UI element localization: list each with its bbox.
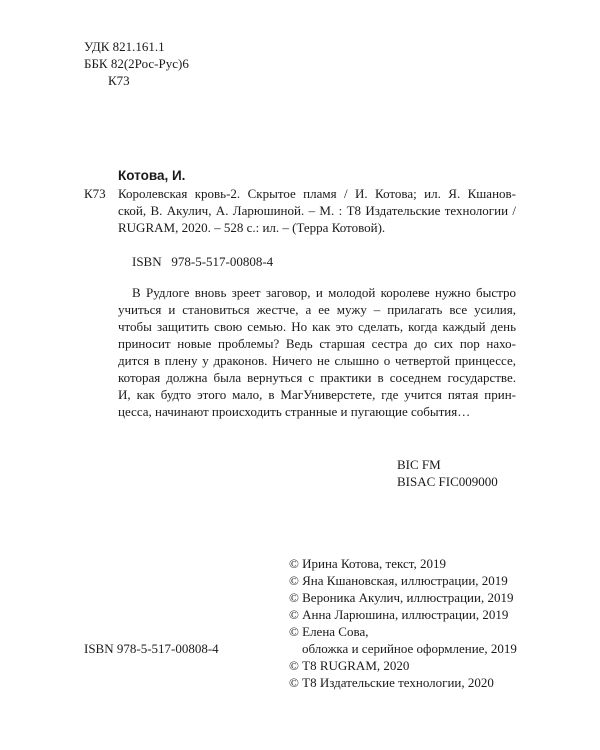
copyright-line: обложка и серийное оформление, 2019	[302, 641, 517, 656]
bic-code: BIC FM	[397, 457, 441, 472]
copyright-line: © Т8 RUGRAM, 2020	[289, 658, 410, 673]
copyright-line: © Анна Ларюшина, иллюстрации, 2019	[289, 607, 509, 622]
annotation-line: И, как будто этого мало, в МагУниверстете, где учится пятая прин-	[118, 387, 516, 402]
annotation-line: цесса, начинают происходить странные и пугающие события…	[118, 404, 471, 419]
bbk-code: ББК 82(2Рос-Рус)6	[84, 56, 189, 71]
copyright-line: © Яна Кшановская, иллюстрации, 2019	[289, 573, 508, 588]
annotation-line: приносит новые проблемы? Ведь старшая сестра до сих пор нахо-	[118, 336, 516, 351]
annotation-line: чтобы защитить свою семью. Но как это сделать, когда каждый день	[118, 319, 516, 334]
bibliographic-line: ской, В. Акулич, А. Ларюшиной. – М. : Т8 Издательские технологии /	[118, 203, 516, 218]
copyright-line: © Ирина Котова, текст, 2019	[289, 556, 446, 571]
annotation-line: которая должна была вернуться с практики в соседнем государстве.	[118, 370, 516, 385]
annotation-line: учиться и становиться жестче, а ее мужу – прилагать все усилия,	[118, 302, 516, 317]
bibliographic-line: RUGRAM, 2020. – 528 с.: ил. – (Терра Котовой).	[118, 220, 386, 235]
bisac-code: BISAC FIC009000	[397, 474, 498, 489]
isbn-bottom: ISBN 978-5-517-00808-4	[84, 641, 219, 656]
copyright-line: © Вероника Акулич, иллюстрации, 2019	[289, 590, 514, 605]
bibliographic-line: Королевская кровь-2. Скрытое пламя / И. Котова; ил. Я. Кшанов-	[118, 186, 516, 201]
annotation-line: В Рудлоге вновь зреет заговор, и молодой королеве нужно быстро	[132, 285, 516, 300]
udk-code: УДК 821.161.1	[84, 39, 165, 54]
cutter-code: К73	[108, 73, 130, 88]
author-heading: Котова, И.	[118, 168, 186, 183]
copyright-line: © Елена Сова,	[289, 624, 369, 639]
cutter-code-side: К73	[84, 186, 106, 201]
isbn-line: ISBN 978-5-517-00808-4	[132, 254, 274, 269]
annotation-line: дится в плену у драконов. Ничего не слышно о четвертой принцессе,	[118, 353, 516, 368]
copyright-line: © Т8 Издательские технологии, 2020	[289, 675, 494, 690]
